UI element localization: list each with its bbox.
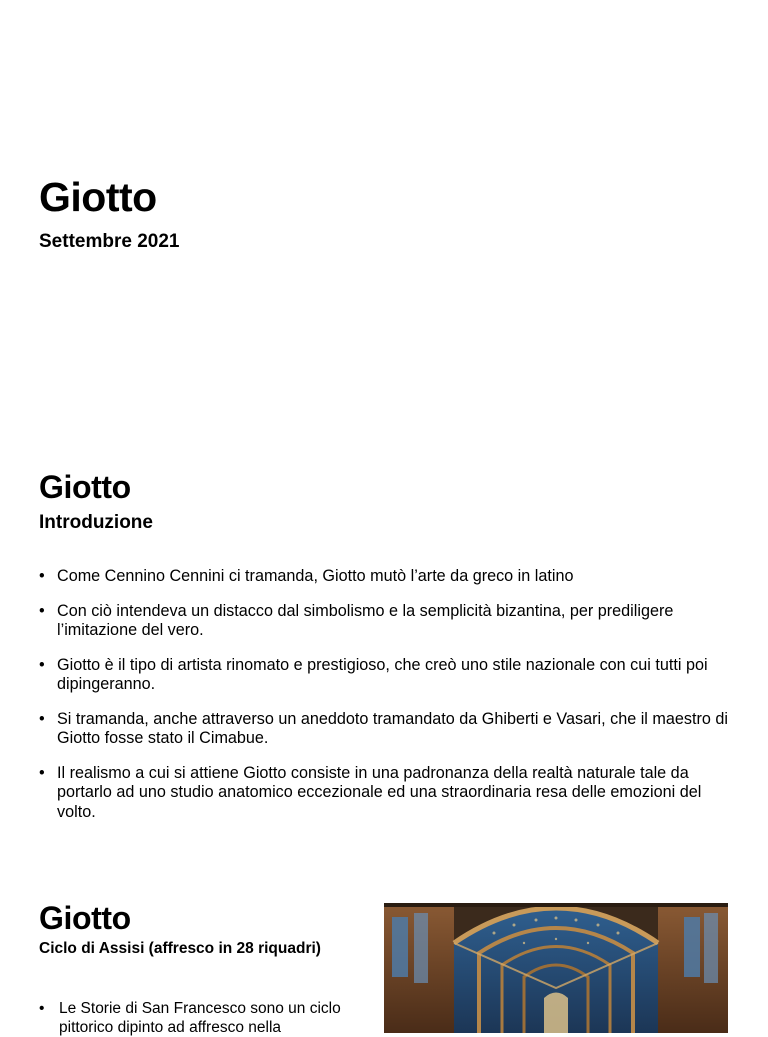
- slide2-title: Giotto: [39, 469, 131, 505]
- bullet-icon: •: [39, 601, 45, 620]
- list-item-text: Si tramanda, anche attraverso un aneddoto tramandato da Ghiberti e Vasari, che il maestro di Giotto fosse stato il Cimabue.: [57, 709, 728, 747]
- list-item: [39, 602, 739, 641]
- list-item-text: Con ciò intendeva un distacco dal simbolismo e la semplicità bizantina, per prediligere l’imitazione del vero.: [57, 601, 674, 639]
- slide3-subtitle: Ciclo di Assisi (affresco in 28 riquadri): [39, 940, 321, 957]
- list-item-text: Il realismo a cui si attiene Giotto consiste in una padronanza della realtà naturale tale da portarlo ad uno studio anatomico eccezionale ed una straordinaria resa delle emozioni del volto.: [57, 763, 702, 821]
- slide2-bullet-list: [39, 567, 739, 837]
- bullet-icon: •: [39, 763, 45, 782]
- list-item: [39, 710, 739, 749]
- slide1-title: Giotto: [39, 174, 157, 220]
- list-item: [39, 999, 349, 1037]
- list-item-text: Giotto è il tipo di artista rinomato e prestigioso, che creò uno stile nazionale con cui tutti poi dipingeranno.: [57, 655, 708, 693]
- bullet-icon: •: [39, 1000, 45, 1017]
- bullet-icon: •: [39, 567, 45, 585]
- slide2-subtitle: Introduzione: [39, 512, 153, 533]
- slide3-bullet-list: [39, 999, 349, 1037]
- slide1-subtitle: Settembre 2021: [39, 231, 180, 252]
- fresco-illustration: [384, 903, 728, 1033]
- bullet-icon: •: [39, 709, 45, 728]
- list-item-text: Come Cennino Cennini ci tramanda, Giotto mutò l’arte da greco in latino: [57, 567, 574, 585]
- list-item: [39, 567, 739, 587]
- basilica-fresco-image: [384, 903, 728, 1033]
- slide3-title: Giotto: [39, 900, 131, 936]
- list-item: [39, 656, 739, 695]
- list-item: [39, 764, 739, 823]
- bullet-icon: •: [39, 655, 45, 674]
- list-item-text: Le Storie di San Francesco sono un ciclo pittorico dipinto ad affresco nella: [59, 1000, 341, 1036]
